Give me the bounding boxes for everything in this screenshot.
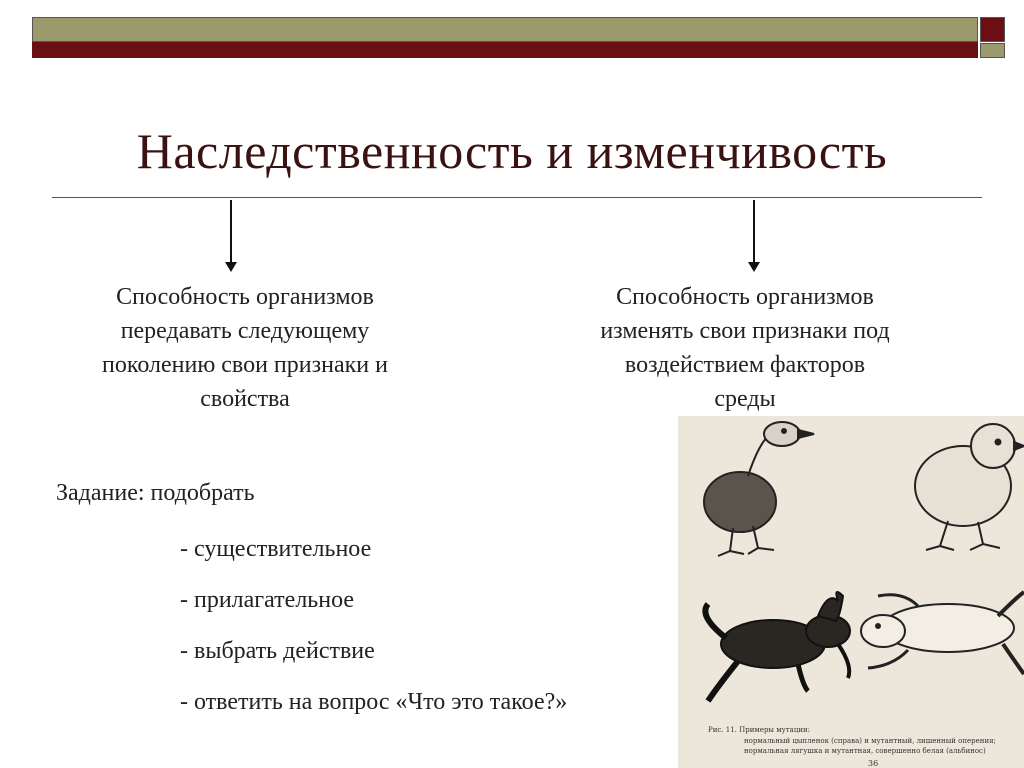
definition-line: среды [714,386,776,412]
page-number: 36 [868,759,879,768]
mutation-illustration [678,416,1024,768]
caption-line: Рис. 11. Примеры мутации: [708,726,811,734]
task-item: - прилагательное [180,587,355,613]
normal-chick-image [915,424,1024,550]
definition-line: Способность организмов [616,284,874,310]
definition-line: передавать следующему [120,318,370,344]
down-arrow-icon [748,200,760,272]
definition-line: свойства [200,386,290,412]
task-heading: Задание: подобрать [56,480,255,506]
definition-line: Способность организмов [116,284,374,310]
variability-definition [530,280,960,416]
down-arrow-icon [225,200,237,272]
task-item: - выбрать действие [180,638,375,664]
task-item: - существительное [180,536,372,562]
definition-line: изменять свои признаки под [600,318,890,344]
header-olive-bar [32,17,978,42]
definition-line: поколению свои признаки и [102,352,388,378]
slide-title: Наследственность и изменчивость [136,123,888,179]
task-list [180,532,567,736]
normal-frog-image [705,592,850,701]
header-olive-square [980,43,1005,58]
albino-frog-image [861,592,1024,674]
header-maroon-bar [32,42,978,58]
featherless-chick-image [704,422,814,556]
header-maroon-square [980,17,1005,42]
caption-line: нормальный цыпленок (справа) и мутантный, лишенный оперения; [744,737,996,745]
definition-line: воздействием факторов [624,352,866,378]
heredity-definition [40,280,450,416]
task-item: - ответить на вопрос «Что это такое?» [180,689,568,715]
title-divider [52,197,982,198]
caption-line: нормальная лягушка и мутантная, совершенно белая (альбинос) [744,747,986,755]
